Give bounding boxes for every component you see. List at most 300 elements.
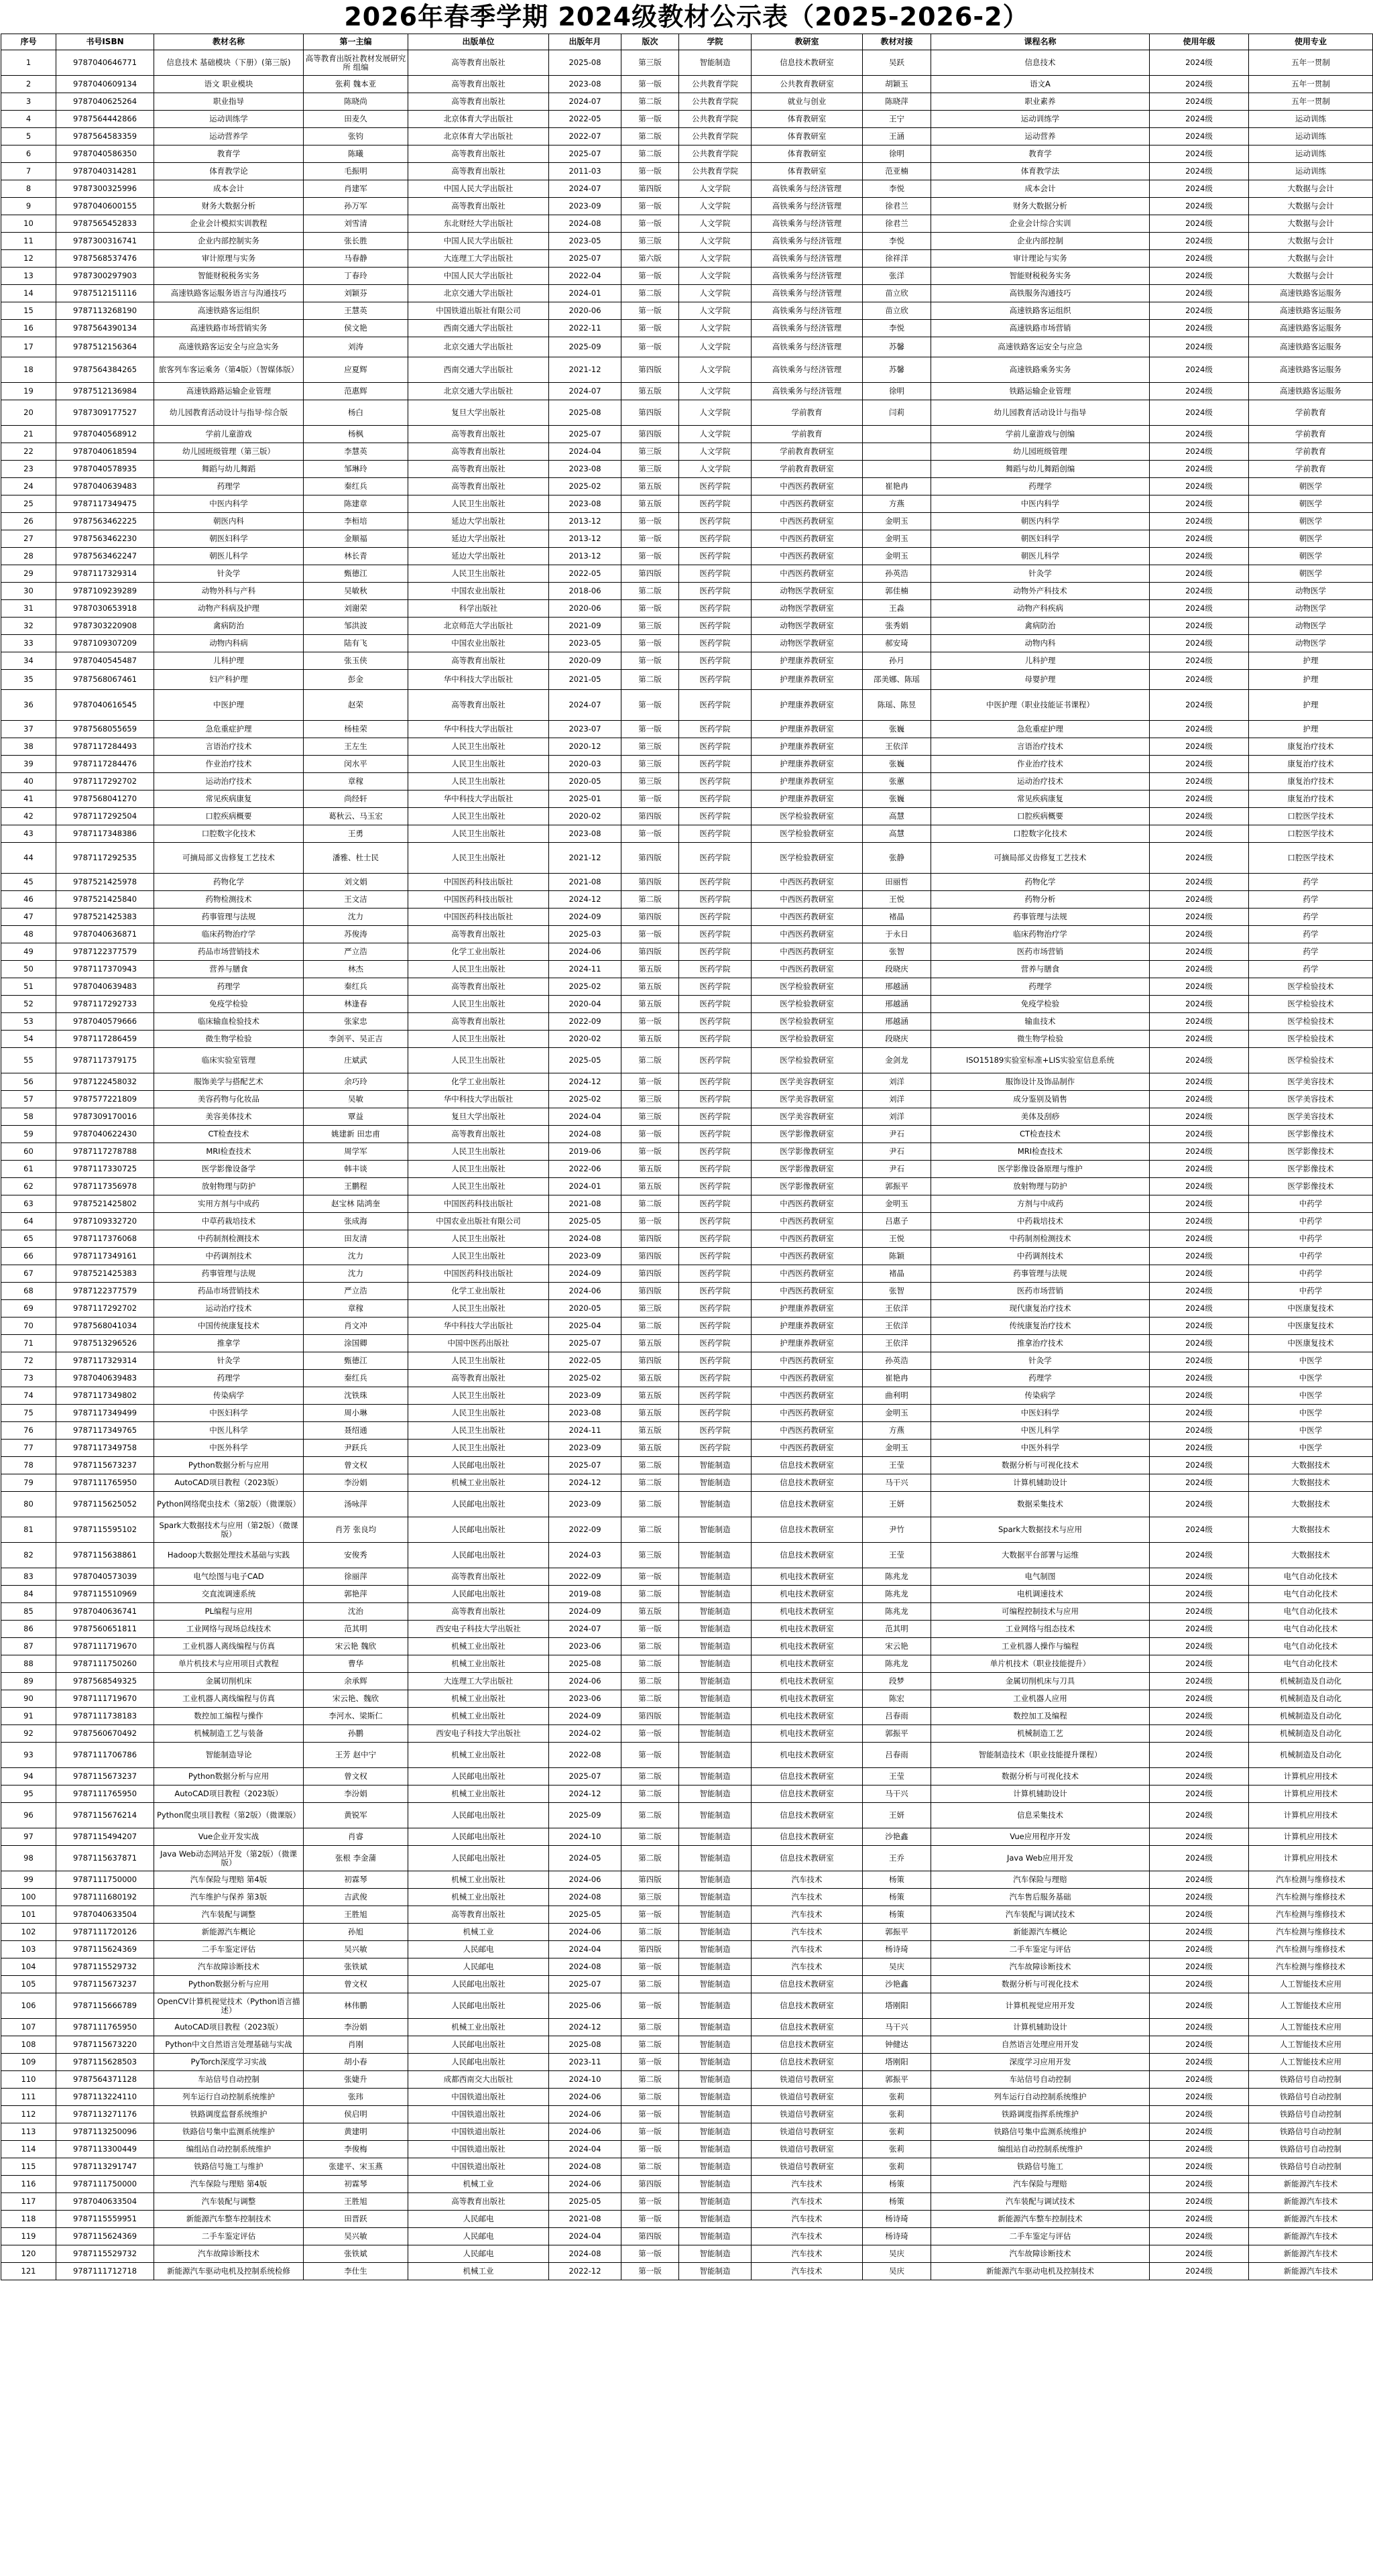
cell-major: 新能源汽车技术 — [1249, 2263, 1373, 2280]
cell-course: 针灸学 — [931, 565, 1150, 583]
cell-department: 中西医药教研室 — [752, 1265, 863, 1283]
table-row — [1, 2019, 1373, 2036]
cell-index: 71 — [1, 1335, 56, 1352]
cell-book-title: 美容美体技术 — [154, 1108, 304, 1126]
cell-grade: 2024级 — [1150, 1387, 1249, 1405]
cell-department: 医学美容教研室 — [752, 1073, 863, 1091]
cell-editor: 邹洪波 — [304, 618, 408, 635]
cell-department: 信息技术教研室 — [752, 2054, 863, 2071]
cell-grade: 2024级 — [1150, 93, 1249, 111]
cell-department: 医学检验教研室 — [752, 843, 863, 874]
cell-pub-date: 2020-02 — [549, 808, 621, 825]
cell-publisher: 人民卫生出版社 — [408, 996, 549, 1013]
cell-isbn: 9787564390134 — [56, 320, 154, 337]
table-row — [1, 791, 1373, 808]
cell-publisher: 中国医药科技出版社 — [408, 1265, 549, 1283]
cell-index: 115 — [1, 2158, 56, 2176]
cell-college: 医药学院 — [679, 652, 752, 670]
cell-grade: 2024级 — [1150, 1352, 1249, 1370]
cell-college: 人文学院 — [679, 357, 752, 383]
cell-major: 朝医学 — [1249, 513, 1373, 530]
cell-publisher: 中国医药科技出版社 — [408, 874, 549, 891]
cell-course: 汽车装配与调试技术 — [931, 2193, 1150, 2211]
cell-book-title: 微生物学检验 — [154, 1031, 304, 1048]
cell-edition: 第二版 — [621, 1474, 679, 1492]
table-row — [1, 1440, 1373, 1457]
cell-grade: 2024级 — [1150, 128, 1249, 145]
cell-index: 120 — [1, 2245, 56, 2263]
cell-college: 公共教育学院 — [679, 76, 752, 93]
cell-isbn: 9787040616545 — [56, 690, 154, 721]
cell-pub-date: 2023-08 — [549, 825, 621, 843]
cell-department: 中西医药教研室 — [752, 1422, 863, 1440]
cell-contact: 王莹 — [863, 1768, 931, 1785]
cell-book-title: 药物化学 — [154, 874, 304, 891]
cell-college: 医药学院 — [679, 1126, 752, 1143]
cell-book-title: 药理学 — [154, 1370, 304, 1387]
cell-edition: 第二版 — [621, 1457, 679, 1474]
cell-department: 护理康养教研室 — [752, 652, 863, 670]
cell-course: 推拿治疗技术 — [931, 1335, 1150, 1352]
table-row — [1, 1178, 1373, 1195]
table-row — [1, 285, 1373, 302]
table-row — [1, 909, 1373, 926]
cell-publisher: 人民卫生出版社 — [408, 825, 549, 843]
cell-isbn: 9787111750260 — [56, 1655, 154, 1673]
cell-index: 60 — [1, 1143, 56, 1161]
cell-edition: 第三版 — [621, 618, 679, 635]
cell-isbn: 9787040609134 — [56, 76, 154, 93]
cell-editor: 张铁斌 — [304, 1958, 408, 1976]
cell-pub-date: 2019-08 — [549, 1586, 621, 1603]
cell-contact: 苏馨 — [863, 337, 931, 357]
cell-pub-date: 2025-05 — [549, 1213, 621, 1230]
cell-department: 学前教育教研室 — [752, 461, 863, 478]
cell-index: 99 — [1, 1871, 56, 1889]
cell-edition: 第五版 — [621, 478, 679, 495]
cell-grade: 2024级 — [1150, 1265, 1249, 1283]
cell-department: 护理康养教研室 — [752, 690, 863, 721]
cell-grade: 2024级 — [1150, 478, 1249, 495]
cell-index: 78 — [1, 1457, 56, 1474]
cell-pub-date: 2025-03 — [549, 926, 621, 943]
cell-isbn: 9787115673237 — [56, 1976, 154, 1993]
cell-edition: 第一版 — [621, 1621, 679, 1638]
table-row — [1, 2211, 1373, 2228]
table-row — [1, 1300, 1373, 1318]
cell-department: 中西医药教研室 — [752, 513, 863, 530]
cell-edition: 第四版 — [621, 1248, 679, 1265]
cell-major: 五年一贯制 — [1249, 50, 1373, 76]
cell-course: 铁路信号集中监测系统维护 — [931, 2123, 1150, 2141]
cell-pub-date: 2024-07 — [549, 1621, 621, 1638]
cell-editor: 陈曦 — [304, 145, 408, 163]
cell-major: 药学 — [1249, 961, 1373, 978]
cell-isbn: 9787117370943 — [56, 961, 154, 978]
cell-pub-date: 2024-11 — [549, 1422, 621, 1440]
cell-contact: 王乔 — [863, 1846, 931, 1871]
cell-grade: 2024级 — [1150, 1673, 1249, 1690]
cell-pub-date: 2022-05 — [549, 1352, 621, 1370]
cell-contact: 钟健达 — [863, 2036, 931, 2054]
cell-editor: 李桓培 — [304, 513, 408, 530]
cell-book-title: 汽车保险与理赔 第4版 — [154, 1871, 304, 1889]
cell-department: 学前教育 — [752, 400, 863, 426]
cell-contact: 段晓庆 — [863, 1031, 931, 1048]
cell-editor: 刘涛 — [304, 337, 408, 357]
cell-edition: 第五版 — [621, 961, 679, 978]
cell-edition: 第一版 — [621, 926, 679, 943]
cell-publisher: 机械工业出版社 — [408, 1655, 549, 1673]
cell-index: 39 — [1, 756, 56, 773]
cell-course: 铁路调度指挥系统维护 — [931, 2106, 1150, 2123]
cell-edition: 第三版 — [621, 1091, 679, 1108]
cell-department: 信息技术教研室 — [752, 1517, 863, 1543]
cell-department: 医学检验教研室 — [752, 1031, 863, 1048]
cell-pub-date: 2022-09 — [549, 1517, 621, 1543]
table-row — [1, 1126, 1373, 1143]
cell-index: 27 — [1, 530, 56, 548]
cell-contact: 张莉 — [863, 2141, 931, 2158]
cell-publisher: 东北财经大学出版社 — [408, 215, 549, 233]
table-row — [1, 1924, 1373, 1941]
cell-college: 医药学院 — [679, 1031, 752, 1048]
cell-college: 人文学院 — [679, 285, 752, 302]
table-row — [1, 1543, 1373, 1568]
cell-pub-date: 2024-01 — [549, 1178, 621, 1195]
cell-department: 高铁乘务与经济管理 — [752, 302, 863, 320]
cell-publisher: 高等教育出版社 — [408, 652, 549, 670]
cell-college: 智能制造 — [679, 2193, 752, 2211]
cell-course: 药理学 — [931, 1370, 1150, 1387]
cell-book-title: 中医妇科学 — [154, 1405, 304, 1422]
col-header-book-title: 教材名称 — [154, 34, 304, 50]
cell-course: 方剂与中成药 — [931, 1195, 1150, 1213]
cell-contact: 张智 — [863, 943, 931, 961]
cell-course: 工业机器人操作与编程 — [931, 1638, 1150, 1655]
cell-publisher: 高等教育出版社 — [408, 926, 549, 943]
cell-pub-date: 2022-09 — [549, 1568, 621, 1586]
cell-book-title: 针灸学 — [154, 565, 304, 583]
cell-publisher: 人民卫生出版社 — [408, 1352, 549, 1370]
cell-grade: 2024级 — [1150, 1108, 1249, 1126]
cell-department: 体育教研室 — [752, 128, 863, 145]
cell-course: 药理学 — [931, 978, 1150, 996]
cell-editor: 田麦久 — [304, 111, 408, 128]
cell-editor: 赵荣 — [304, 690, 408, 721]
cell-isbn: 9787117379175 — [56, 1048, 154, 1073]
cell-contact: 王宁 — [863, 111, 931, 128]
cell-department: 中西医药教研室 — [752, 926, 863, 943]
table-row — [1, 773, 1373, 791]
cell-isbn: 9787521425802 — [56, 1195, 154, 1213]
cell-isbn: 9787111720126 — [56, 1924, 154, 1941]
table-row — [1, 1195, 1373, 1213]
cell-edition: 第一版 — [621, 2123, 679, 2141]
cell-grade: 2024级 — [1150, 2141, 1249, 2158]
cell-grade: 2024级 — [1150, 1492, 1249, 1517]
cell-publisher: 中国人民大学出版社 — [408, 233, 549, 250]
cell-book-title: Java Web动态网站开发（第2版）（微课版） — [154, 1846, 304, 1871]
cell-grade: 2024级 — [1150, 1568, 1249, 1586]
cell-major: 朝医学 — [1249, 478, 1373, 495]
cell-contact: 邢越涵 — [863, 978, 931, 996]
cell-major: 运动训练 — [1249, 128, 1373, 145]
cell-isbn: 9787111750000 — [56, 2176, 154, 2193]
cell-editor: 苏俊涛 — [304, 926, 408, 943]
cell-pub-date: 2024-01 — [549, 285, 621, 302]
cell-department: 就业与创业 — [752, 93, 863, 111]
cell-isbn: 9787568041034 — [56, 1318, 154, 1335]
cell-major: 中药学 — [1249, 1230, 1373, 1248]
cell-book-title: 汽车故障诊断技术 — [154, 1958, 304, 1976]
table-row — [1, 618, 1373, 635]
cell-pub-date: 2025-05 — [549, 2193, 621, 2211]
cell-pub-date: 2025-08 — [549, 2036, 621, 2054]
table-row — [1, 1603, 1373, 1621]
cell-index: 51 — [1, 978, 56, 996]
cell-book-title: 实用方剂与中成药 — [154, 1195, 304, 1213]
cell-college: 医药学院 — [679, 909, 752, 926]
cell-college: 医药学院 — [679, 1300, 752, 1318]
cell-pub-date: 2025-02 — [549, 1091, 621, 1108]
cell-index: 47 — [1, 909, 56, 926]
cell-grade: 2024级 — [1150, 1178, 1249, 1195]
cell-publisher: 人民卫生出版社 — [408, 565, 549, 583]
cell-grade: 2024级 — [1150, 1846, 1249, 1871]
cell-editor: 肖文冲 — [304, 1318, 408, 1335]
cell-index: 42 — [1, 808, 56, 825]
cell-isbn: 9787117292733 — [56, 996, 154, 1013]
cell-pub-date: 2024-12 — [549, 1474, 621, 1492]
cell-publisher: 人民邮电出版社 — [408, 1993, 549, 2019]
cell-pub-date: 2024-06 — [549, 2106, 621, 2123]
cell-college: 医药学院 — [679, 478, 752, 495]
cell-contact: 高慧 — [863, 825, 931, 843]
cell-grade: 2024级 — [1150, 961, 1249, 978]
cell-edition: 第一版 — [621, 320, 679, 337]
cell-pub-date: 2024-04 — [549, 2141, 621, 2158]
cell-course: 计算机视觉应用开发 — [931, 1993, 1150, 2019]
cell-editor: 沈力 — [304, 1248, 408, 1265]
cell-grade: 2024级 — [1150, 2054, 1249, 2071]
cell-editor: 张家忠 — [304, 1013, 408, 1031]
cell-course: 动物外产科技术 — [931, 583, 1150, 600]
cell-isbn: 9787040618594 — [56, 443, 154, 461]
cell-college: 医药学院 — [679, 825, 752, 843]
cell-editor: 王胜旭 — [304, 2193, 408, 2211]
cell-edition: 第一版 — [621, 721, 679, 738]
cell-book-title: 新能源汽车概论 — [154, 1924, 304, 1941]
cell-editor: 杨枫 — [304, 426, 408, 443]
cell-college: 人文学院 — [679, 461, 752, 478]
cell-book-title: 朝医儿科学 — [154, 548, 304, 565]
cell-isbn: 9787111719670 — [56, 1690, 154, 1708]
cell-major: 中医学 — [1249, 1387, 1373, 1405]
cell-index: 100 — [1, 1889, 56, 1906]
cell-contact: 刘洋 — [863, 1108, 931, 1126]
cell-pub-date: 2025-02 — [549, 478, 621, 495]
cell-editor: 侯启明 — [304, 2106, 408, 2123]
cell-edition: 第二版 — [621, 1768, 679, 1785]
cell-index: 44 — [1, 843, 56, 874]
cell-isbn: 9787115559951 — [56, 2211, 154, 2228]
cell-isbn: 9787512136984 — [56, 383, 154, 400]
cell-department: 医学检验教研室 — [752, 1013, 863, 1031]
cell-contact: 郝安琦 — [863, 635, 931, 652]
cell-major: 高速铁路客运服务 — [1249, 337, 1373, 357]
table-row — [1, 1586, 1373, 1603]
cell-index: 17 — [1, 337, 56, 357]
cell-publisher: 人民卫生出版社 — [408, 1405, 549, 1422]
cell-editor: 章稼 — [304, 773, 408, 791]
cell-editor: 覃益 — [304, 1108, 408, 1126]
table-row — [1, 180, 1373, 198]
cell-major: 动物医学 — [1249, 583, 1373, 600]
cell-department: 高铁乘务与经济管理 — [752, 285, 863, 302]
cell-department: 信息技术教研室 — [752, 1474, 863, 1492]
cell-edition: 第三版 — [621, 1108, 679, 1126]
table-row — [1, 1161, 1373, 1178]
cell-editor: 陈建章 — [304, 495, 408, 513]
cell-isbn: 9787040639483 — [56, 1370, 154, 1387]
cell-pub-date: 2024-08 — [549, 2158, 621, 2176]
cell-book-title: 语文 职业模块 — [154, 76, 304, 93]
cell-book-title: CT检查技术 — [154, 1126, 304, 1143]
cell-contact: 苏馨 — [863, 357, 931, 383]
cell-edition: 第一版 — [621, 215, 679, 233]
table-row — [1, 1958, 1373, 1976]
cell-contact: 陈兆龙 — [863, 1586, 931, 1603]
cell-major: 动物医学 — [1249, 635, 1373, 652]
cell-publisher: 人民邮电出版社 — [408, 1492, 549, 1517]
cell-major: 口腔医学技术 — [1249, 843, 1373, 874]
cell-isbn: 9787117349802 — [56, 1387, 154, 1405]
cell-isbn: 9787115673220 — [56, 2036, 154, 2054]
cell-contact: 马干兴 — [863, 2019, 931, 2036]
cell-grade: 2024级 — [1150, 2263, 1249, 2280]
cell-college: 人文学院 — [679, 320, 752, 337]
cell-isbn: 9787117329314 — [56, 1352, 154, 1370]
cell-editor: 余巧玲 — [304, 1073, 408, 1091]
cell-course: MRI检查技术 — [931, 1143, 1150, 1161]
cell-editor: 涂国卿 — [304, 1335, 408, 1352]
col-header-isbn: 书号ISBN — [56, 34, 154, 50]
cell-contact: 吴庆 — [863, 2245, 931, 2263]
cell-index: 6 — [1, 145, 56, 163]
cell-publisher: 中国铁道出版社有限公司 — [408, 302, 549, 320]
cell-publisher: 人民卫生出版社 — [408, 1387, 549, 1405]
cell-isbn: 9787565452833 — [56, 215, 154, 233]
cell-book-title: 美容药物与化妆品 — [154, 1091, 304, 1108]
cell-pub-date: 2022-06 — [549, 1161, 621, 1178]
cell-course: 营养与膳食 — [931, 961, 1150, 978]
cell-grade: 2024级 — [1150, 2123, 1249, 2141]
cell-grade: 2024级 — [1150, 1941, 1249, 1958]
cell-publisher: 大连理工大学出版社 — [408, 1673, 549, 1690]
cell-college: 医药学院 — [679, 1195, 752, 1213]
cell-book-title: 高速铁路客运服务语言与沟通技巧 — [154, 285, 304, 302]
col-header-department: 教研室 — [752, 34, 863, 50]
cell-publisher: 人民卫生出版社 — [408, 1178, 549, 1195]
cell-book-title: 汽车装配与调整 — [154, 2193, 304, 2211]
cell-index: 117 — [1, 2193, 56, 2211]
cell-book-title: Spark大数据技术与应用（第2版）（微课版） — [154, 1517, 304, 1543]
cell-contact: 王依洋 — [863, 1335, 931, 1352]
cell-book-title: 新能源汽车驱动电机及控制系统检修 — [154, 2263, 304, 2280]
cell-index: 72 — [1, 1352, 56, 1370]
cell-major: 新能源汽车技术 — [1249, 2245, 1373, 2263]
cell-index: 2 — [1, 76, 56, 93]
cell-course: 现代康复治疗技术 — [931, 1300, 1150, 1318]
cell-pub-date: 2024-12 — [549, 891, 621, 909]
cell-college: 医药学院 — [679, 891, 752, 909]
cell-isbn: 9787117292702 — [56, 1300, 154, 1318]
cell-pub-date: 2022-04 — [549, 268, 621, 285]
cell-major: 汽车检测与维修技术 — [1249, 1924, 1373, 1941]
cell-publisher: 中国医药科技出版社 — [408, 891, 549, 909]
cell-grade: 2024级 — [1150, 1031, 1249, 1048]
cell-book-title: 中医内科学 — [154, 495, 304, 513]
cell-grade: 2024级 — [1150, 1743, 1249, 1768]
cell-grade: 2024级 — [1150, 1785, 1249, 1803]
cell-contact: 王妍 — [863, 1492, 931, 1517]
cell-contact: 张巍 — [863, 721, 931, 738]
cell-publisher: 人民邮电出版社 — [408, 2054, 549, 2071]
cell-index: 73 — [1, 1370, 56, 1387]
cell-index: 45 — [1, 874, 56, 891]
cell-contact: 金明玉 — [863, 513, 931, 530]
cell-grade: 2024级 — [1150, 1126, 1249, 1143]
cell-pub-date: 2020-03 — [549, 756, 621, 773]
cell-contact: 徐君兰 — [863, 215, 931, 233]
cell-index: 8 — [1, 180, 56, 198]
cell-index: 11 — [1, 233, 56, 250]
cell-isbn: 9787521425840 — [56, 891, 154, 909]
cell-index: 52 — [1, 996, 56, 1013]
cell-index: 106 — [1, 1993, 56, 2019]
cell-isbn: 9787564371128 — [56, 2071, 154, 2089]
cell-editor: 沈力 — [304, 1265, 408, 1283]
cell-pub-date: 2013-12 — [549, 548, 621, 565]
cell-editor: 陈晓尚 — [304, 93, 408, 111]
cell-department: 护理康养教研室 — [752, 756, 863, 773]
cell-college: 医药学院 — [679, 530, 752, 548]
cell-index: 1 — [1, 50, 56, 76]
table-row — [1, 2089, 1373, 2106]
cell-publisher: 人民卫生出版社 — [408, 1143, 549, 1161]
cell-department: 中西医药教研室 — [752, 1230, 863, 1248]
cell-course: 工业网络与组态技术 — [931, 1621, 1150, 1638]
cell-grade: 2024级 — [1150, 2245, 1249, 2263]
cell-department: 中西医药教研室 — [752, 909, 863, 926]
cell-grade: 2024级 — [1150, 2228, 1249, 2245]
cell-index: 59 — [1, 1126, 56, 1143]
cell-book-title: Python数据分析与应用 — [154, 1768, 304, 1785]
cell-editor: 郭艳萍 — [304, 1586, 408, 1603]
cell-contact: 尹石 — [863, 1143, 931, 1161]
cell-pub-date: 2021-08 — [549, 874, 621, 891]
cell-course: 成本会计 — [931, 180, 1150, 198]
cell-college: 智能制造 — [679, 1690, 752, 1708]
cell-contact: 金明玉 — [863, 1195, 931, 1213]
cell-course: 编组站自动控制系统维护 — [931, 2141, 1150, 2158]
cell-course: 常见疾病康复 — [931, 791, 1150, 808]
cell-index: 58 — [1, 1108, 56, 1126]
cell-isbn: 9787564384265 — [56, 357, 154, 383]
cell-contact: 邢越涵 — [863, 1013, 931, 1031]
cell-publisher: 中国铁道出版社 — [408, 2089, 549, 2106]
